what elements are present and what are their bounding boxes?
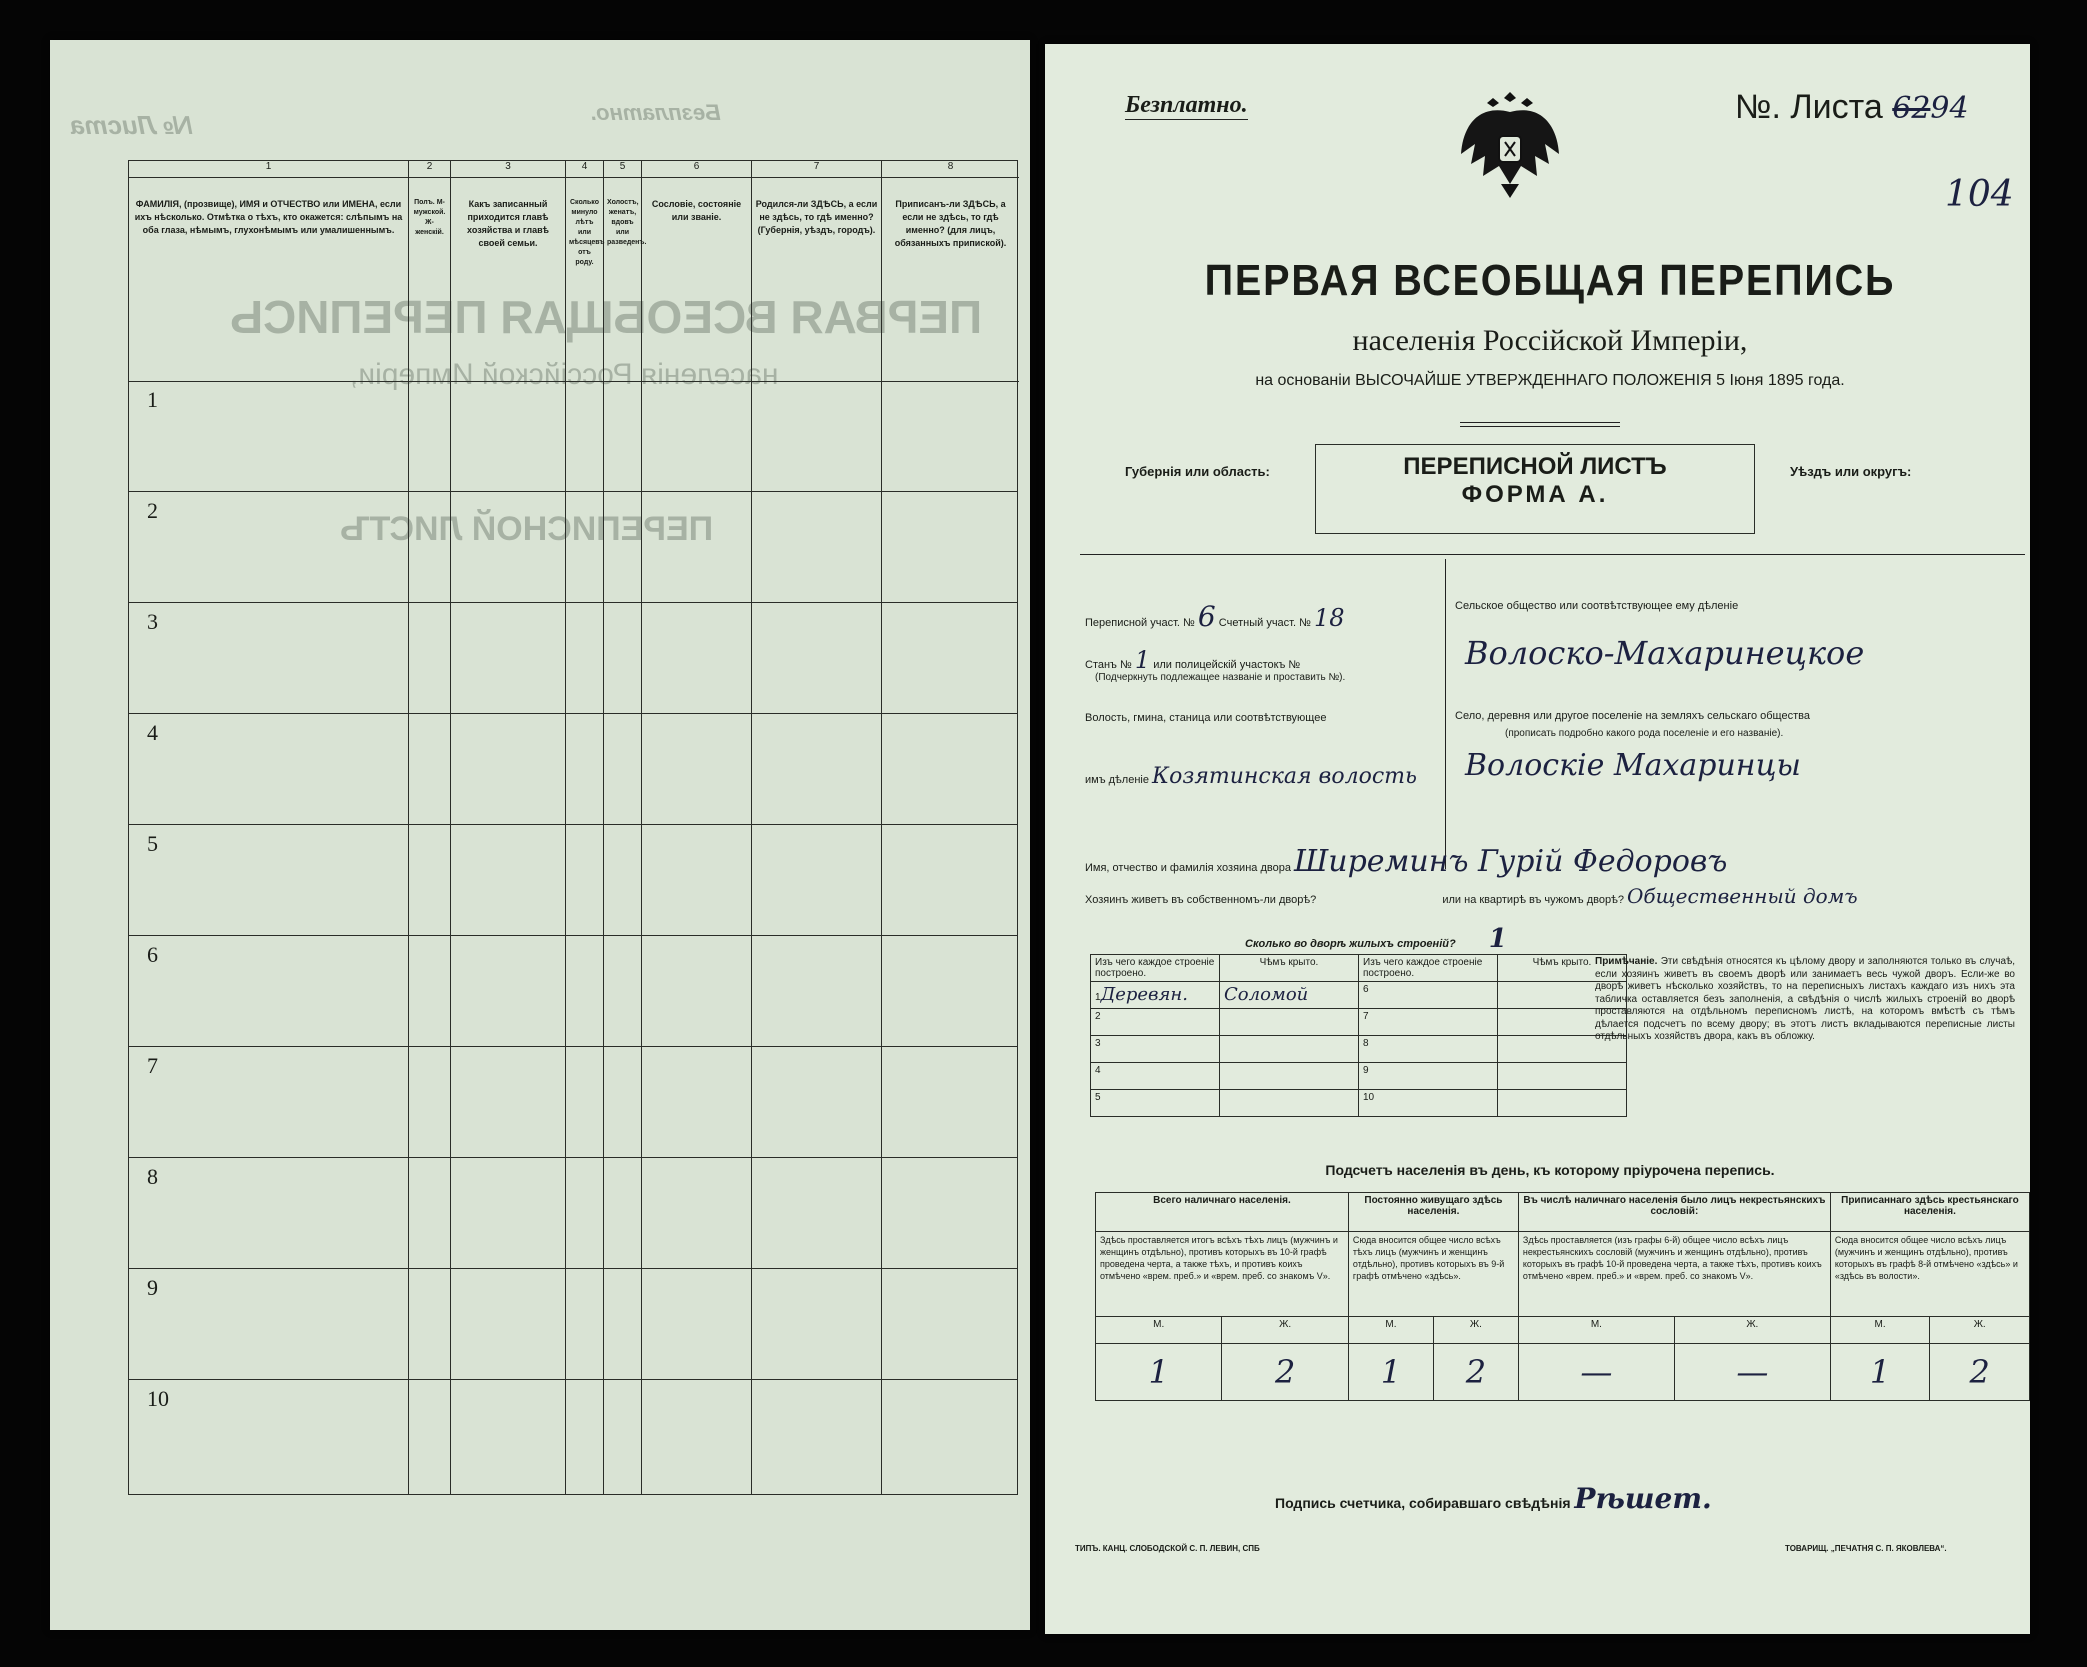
sex-header: Ж. [1674,1317,1830,1344]
building-row-number: 8 [1363,1038,1369,1049]
building-row [1091,1063,1627,1090]
building-roof-cell [1220,1090,1359,1117]
underline-note: (Подчеркнуть подлежащее названіе и проставить №). [1095,672,1346,683]
stan-row [1085,646,1300,674]
sheet-number-crossed: 62 [1892,91,1931,126]
building-roof-value: Соломой [1224,984,1309,1005]
table-row [129,1380,1017,1491]
count-value: 2 [1930,1344,2030,1401]
ghost-sub: населенія Россійской Имперіи, [350,358,779,391]
building-material-cell [1359,1090,1498,1117]
census-title: ПЕРВАЯ ВСЕОБЩАЯ ПЕРЕПИСЬ [1204,256,1896,305]
police-label: или полицейскій участокъ № [1153,659,1301,671]
count-value: 1 [1830,1344,1930,1401]
owner-label: Имя, отчество и фамилія хозяина двора [1085,862,1291,874]
signature-value: Рѣшет. [1574,1482,1712,1515]
sheet-number-label [1735,88,1969,127]
sex-header: М. [1518,1317,1674,1344]
column-number: 2 [409,161,450,178]
sheet-number: 94 [1930,91,1969,126]
buildings-note [1595,956,2015,1044]
uchastok-value: 6 [1197,600,1216,633]
table-row [129,492,1017,603]
row-number: 6 [147,942,158,967]
uchastok-label: Переписной участ. № [1085,617,1195,629]
building-material-cell [1359,1009,1498,1036]
column-header-text: Какъ записанный приходится главѣ хозяйства и главѣ своей семьи. [467,199,549,248]
note-text: Эти свѣдѣнія относятся къ цѣлому двору и заполняются только въ случаѣ, если хозяинъ живетъ въ своемъ дворѣ или занимаетъ весь чужой дворъ. Если-же во дворѣ живетъ нѣсколько хозяйствъ, то на переписныхъ листахъ каждаго изъ нихъ эта табличка оставляется безъ заполненія, а свѣдѣнія о числѣ жилыхъ строеній во дворѣ проставляются на отдѣльномъ переписномъ листѣ, на которомъ вмѣстѣ съ тѣмъ дѣлается подсчетъ по всему двору; въ этотъ листъ вкладываются переписные листы отдѣльныхъ хозяйствъ двора, какъ въ обложку. [1595,956,2015,1042]
lives-value: Общественный домъ [1627,884,1858,908]
sex-header: Ж. [1222,1317,1348,1344]
building-roof-cell [1220,1009,1359,1036]
section-divider [1080,554,2025,555]
count-value: 1 [1348,1344,1433,1401]
building-row-number: 6 [1363,984,1369,995]
table-row [129,825,1017,936]
building-material-value: Деревян. [1100,984,1188,1005]
note-title: Примѣчаніе. [1595,956,1658,967]
row-number: 4 [147,720,158,745]
owner-value: Ширеминъ Гурій Федоровъ [1294,844,1728,879]
ghost-sheet: № Листа [70,110,193,140]
count-col-head: Постоянно живущаго здѣсь населенія. [1348,1193,1518,1232]
count-col-desc: Сюда вносится общее число всѣхъ лицъ (мужчинъ и женщинъ отдѣльно), противъ которыхъ въ графѣ 8-й отмѣчено «здѣсь» и «здѣсь въ волости». [1830,1232,2029,1317]
double-headed-eagle-icon [1455,84,1565,204]
society-label: Сельское общество или соотвѣтствующее ему дѣленіе [1455,600,1739,612]
count-col-desc: Здѣсь проставляется (изъ графы 6-й) общее число всѣхъ лицъ некрестьянскихъ сословій (мужчинъ и женщинъ отдѣльно), противъ которыхъ въ графѣ 10-й проведена черта, а также тѣхъ, противъ коихъ отмѣчено «врем. преб.» и «врем. преб. со знакомъ V». [1518,1232,1830,1317]
table-row [129,1047,1017,1158]
build-hdr-roof: Чѣмъ крыто. [1220,955,1359,982]
form-title: ПЕРЕПИСНОЙ ЛИСТЪ [1403,453,1667,480]
volost-value: Козятинская волость [1152,764,1418,789]
column-header-text: Сколько минуло лѣтъ или мѣсяцевъ отъ роду. [569,199,605,266]
census-subtitle: населенія Россійской Имперіи, [1352,324,1748,357]
build-hdr-material-2: Изъ чего каждое строеніе построено. [1359,955,1498,982]
buildings-row [1245,924,1507,954]
sex-header: М. [1096,1317,1222,1344]
building-row [1091,1090,1627,1117]
printer-left: ТИПЪ. КАНЦ. СЛОБОДСКОЙ С. П. ЛЕВИН, СПБ [1075,1544,1260,1553]
column-header-text: Родился-ли ЗДѢСЬ, а если не здѣсь, то гдѣ именно? (Губернія, уѣздъ, городъ). [755,199,878,235]
building-material-cell [1091,1090,1220,1117]
build-hdr-roof-2: Чѣмъ крыто. [1498,955,1627,982]
building-roof-cell [1498,1090,1627,1117]
building-row [1091,1036,1627,1063]
table-row [129,714,1017,825]
building-row [1091,982,1627,1009]
column-header-text: ФАМИЛІЯ, (прозвище), ИМЯ и ОТЧЕСТВО или ИМЕНА, если ихъ нѣсколько. Отмѣтка о тѣхъ, кто окажется: слѣпымъ на оба глаза, нѣмымъ, глухонѣмымъ или умалишеннымъ. [134,199,403,235]
column-number: 8 [882,161,1019,178]
village-value: Волоскіе Махаринцы [1465,748,1801,783]
table-row [129,1269,1017,1380]
schet-label: Счетный участ. № [1218,617,1311,629]
column-number: 3 [451,161,565,178]
building-material-cell [1359,982,1498,1009]
family-table [128,160,1018,1495]
buildings-table [1090,954,1627,1117]
buildings-label: Сколько во дворѣ жилыхъ строеній? [1245,938,1456,950]
building-row-number: 2 [1095,1011,1101,1022]
building-row-number: 9 [1363,1065,1369,1076]
building-roof-cell [1220,1036,1359,1063]
ghost-title: ПЕРВАЯ ВСЕОБЩАЯ ПЕРЕПИСЬ [230,291,983,343]
building-roof-cell [1498,1063,1627,1090]
row-number: 1 [147,387,158,412]
row-number: 2 [147,498,158,523]
column-header-text: Холостъ, женатъ, вдовъ или разведенъ. [607,199,647,246]
building-row-number: 3 [1095,1038,1101,1049]
building-row-number: 10 [1363,1092,1375,1103]
building-material-cell [1359,1036,1498,1063]
guberniya-label: Губернія или область: [1125,464,1270,479]
row-number: 10 [147,1386,169,1411]
column-number: 4 [566,161,603,178]
village-label: Село, деревня или другое поселеніе на земляхъ сельскаго общества [1455,710,1810,722]
sex-header: Ж. [1433,1317,1518,1344]
uezd-label: Уѣздъ или округъ: [1790,464,1912,479]
owner-row [1085,844,1727,879]
volost-label: Волость, гмина, станица или соотвѣтствующее [1085,712,1327,724]
sex-header: Ж. [1930,1317,2030,1344]
printer-right: ТОВАРИЩ. „ПЕЧАТНЯ С. П. ЯКОВЛЕВА“. [1785,1544,1947,1553]
volost-row [1085,764,1417,789]
count-col-head: Приписаннаго здѣсь крестьянскаго населенія. [1830,1193,2029,1232]
row-number: 3 [147,609,158,634]
sex-header: М. [1348,1317,1433,1344]
table-row [129,603,1017,714]
count-col-head: Всего наличнаго населенія. [1096,1193,1349,1232]
count-value: 2 [1433,1344,1518,1401]
building-material-cell [1091,1036,1220,1063]
left-page [50,40,1030,1630]
building-row-number: 1 [1095,992,1101,1003]
ghost-form: ПЕРЕПИСНОЙ ЛИСТЪ [340,510,714,548]
building-roof-cell [1220,1063,1359,1090]
society-value: Волоско-Махаринецкое [1465,634,1865,672]
stan-value: 1 [1134,646,1151,674]
building-row [1091,1009,1627,1036]
row-number: 7 [147,1053,158,1078]
vertical-divider [1445,559,1446,869]
ghost-free: Безплатно. [590,100,721,125]
table-row [129,1158,1017,1269]
uchastok-row [1085,600,1345,633]
signature-row [1275,1482,1712,1515]
count-value: — [1518,1344,1674,1401]
column-number: 1 [129,161,408,178]
row-number: 8 [147,1164,158,1189]
count-value: 2 [1222,1344,1348,1401]
building-material-cell [1091,982,1220,1009]
building-material-cell [1091,1009,1220,1036]
sheet-number-alt: 104 [1945,174,2014,215]
building-row-number: 5 [1095,1092,1101,1103]
column-header-text: Сословіе, состояніе или званіе. [651,199,742,222]
count-title: Подсчетъ населенія въ день, къ которому пріурочена перепись. [1325,1162,1775,1178]
buildings-value: 1 [1488,924,1507,954]
volost-label2: имъ дѣленіе [1085,774,1149,786]
table-row [129,936,1017,1047]
column-header-text: Полъ. М-мужской. Ж-женскій. [413,199,446,236]
building-row-number: 7 [1363,1011,1369,1022]
lives-label2: или на квартирѣ въ чужомъ дворѣ? [1442,894,1624,906]
table-row [129,381,1017,492]
building-material-cell [1091,1063,1220,1090]
population-count-table [1095,1192,2030,1401]
ornament-divider [1460,422,1620,427]
signature-label: Подпись счетчика, собиравшаго свѣдѣнія [1275,1495,1571,1511]
village-note: (прописать подробно какого рода поселеніе и его названіе). [1505,728,1784,739]
stan-label: Станъ № [1085,659,1132,671]
free-label: Безплатно. [1125,92,1248,118]
building-material-cell [1359,1063,1498,1090]
form-letter: ФОРМА А. [1461,481,1609,508]
column-number: 7 [752,161,881,178]
row-number: 5 [147,831,158,856]
count-col-head: Въ числѣ наличнаго населенія было лицъ некрестьянскихъ сословій: [1518,1193,1830,1232]
schet-value: 18 [1313,604,1345,632]
row-number: 9 [147,1275,158,1300]
count-value: 1 [1096,1344,1222,1401]
sex-header: М. [1830,1317,1930,1344]
census-basis: на основаніи ВЫСОЧАЙШЕ УТВЕРЖДЕННАГО ПОЛОЖЕНІЯ 5 Іюня 1895 года. [1255,372,1845,389]
building-roof-cell [1220,982,1359,1009]
lives-label: Хозяинъ живетъ въ собственномъ-ли дворѣ? [1085,894,1317,906]
building-row-number: 4 [1095,1065,1101,1076]
right-page [1045,44,2030,1634]
column-number: 5 [604,161,641,178]
count-value: — [1674,1344,1830,1401]
sheet-label: №. Листа [1735,88,1883,126]
column-header-text: Приписанъ-ли ЗДѢСЬ, а если не здѣсь, то гдѣ именно? (для лицъ, обязанныхъ припиской). [894,199,1007,248]
count-col-desc: Сюда вносится общее число всѣхъ тѣхъ лицъ (мужчинъ и женщинъ отдѣльно), противъ которыхъ въ 9-й графѣ отмѣчено «здѣсь». [1348,1232,1518,1317]
build-hdr-material: Изъ чего каждое строеніе построено. [1091,955,1220,982]
form-title-box [1315,444,1755,534]
lives-row [1085,884,1858,908]
column-number: 6 [642,161,751,178]
count-col-desc: Здѣсь проставляется итогъ всѣхъ тѣхъ лицъ (мужчинъ и женщинъ отдѣльно), противъ которыхъ въ 10-й графѣ проведена черта, а также тѣхъ, и противъ коихъ отмѣчено «врем. преб.» и «врем. преб. со знакомъ V». [1096,1232,1349,1317]
